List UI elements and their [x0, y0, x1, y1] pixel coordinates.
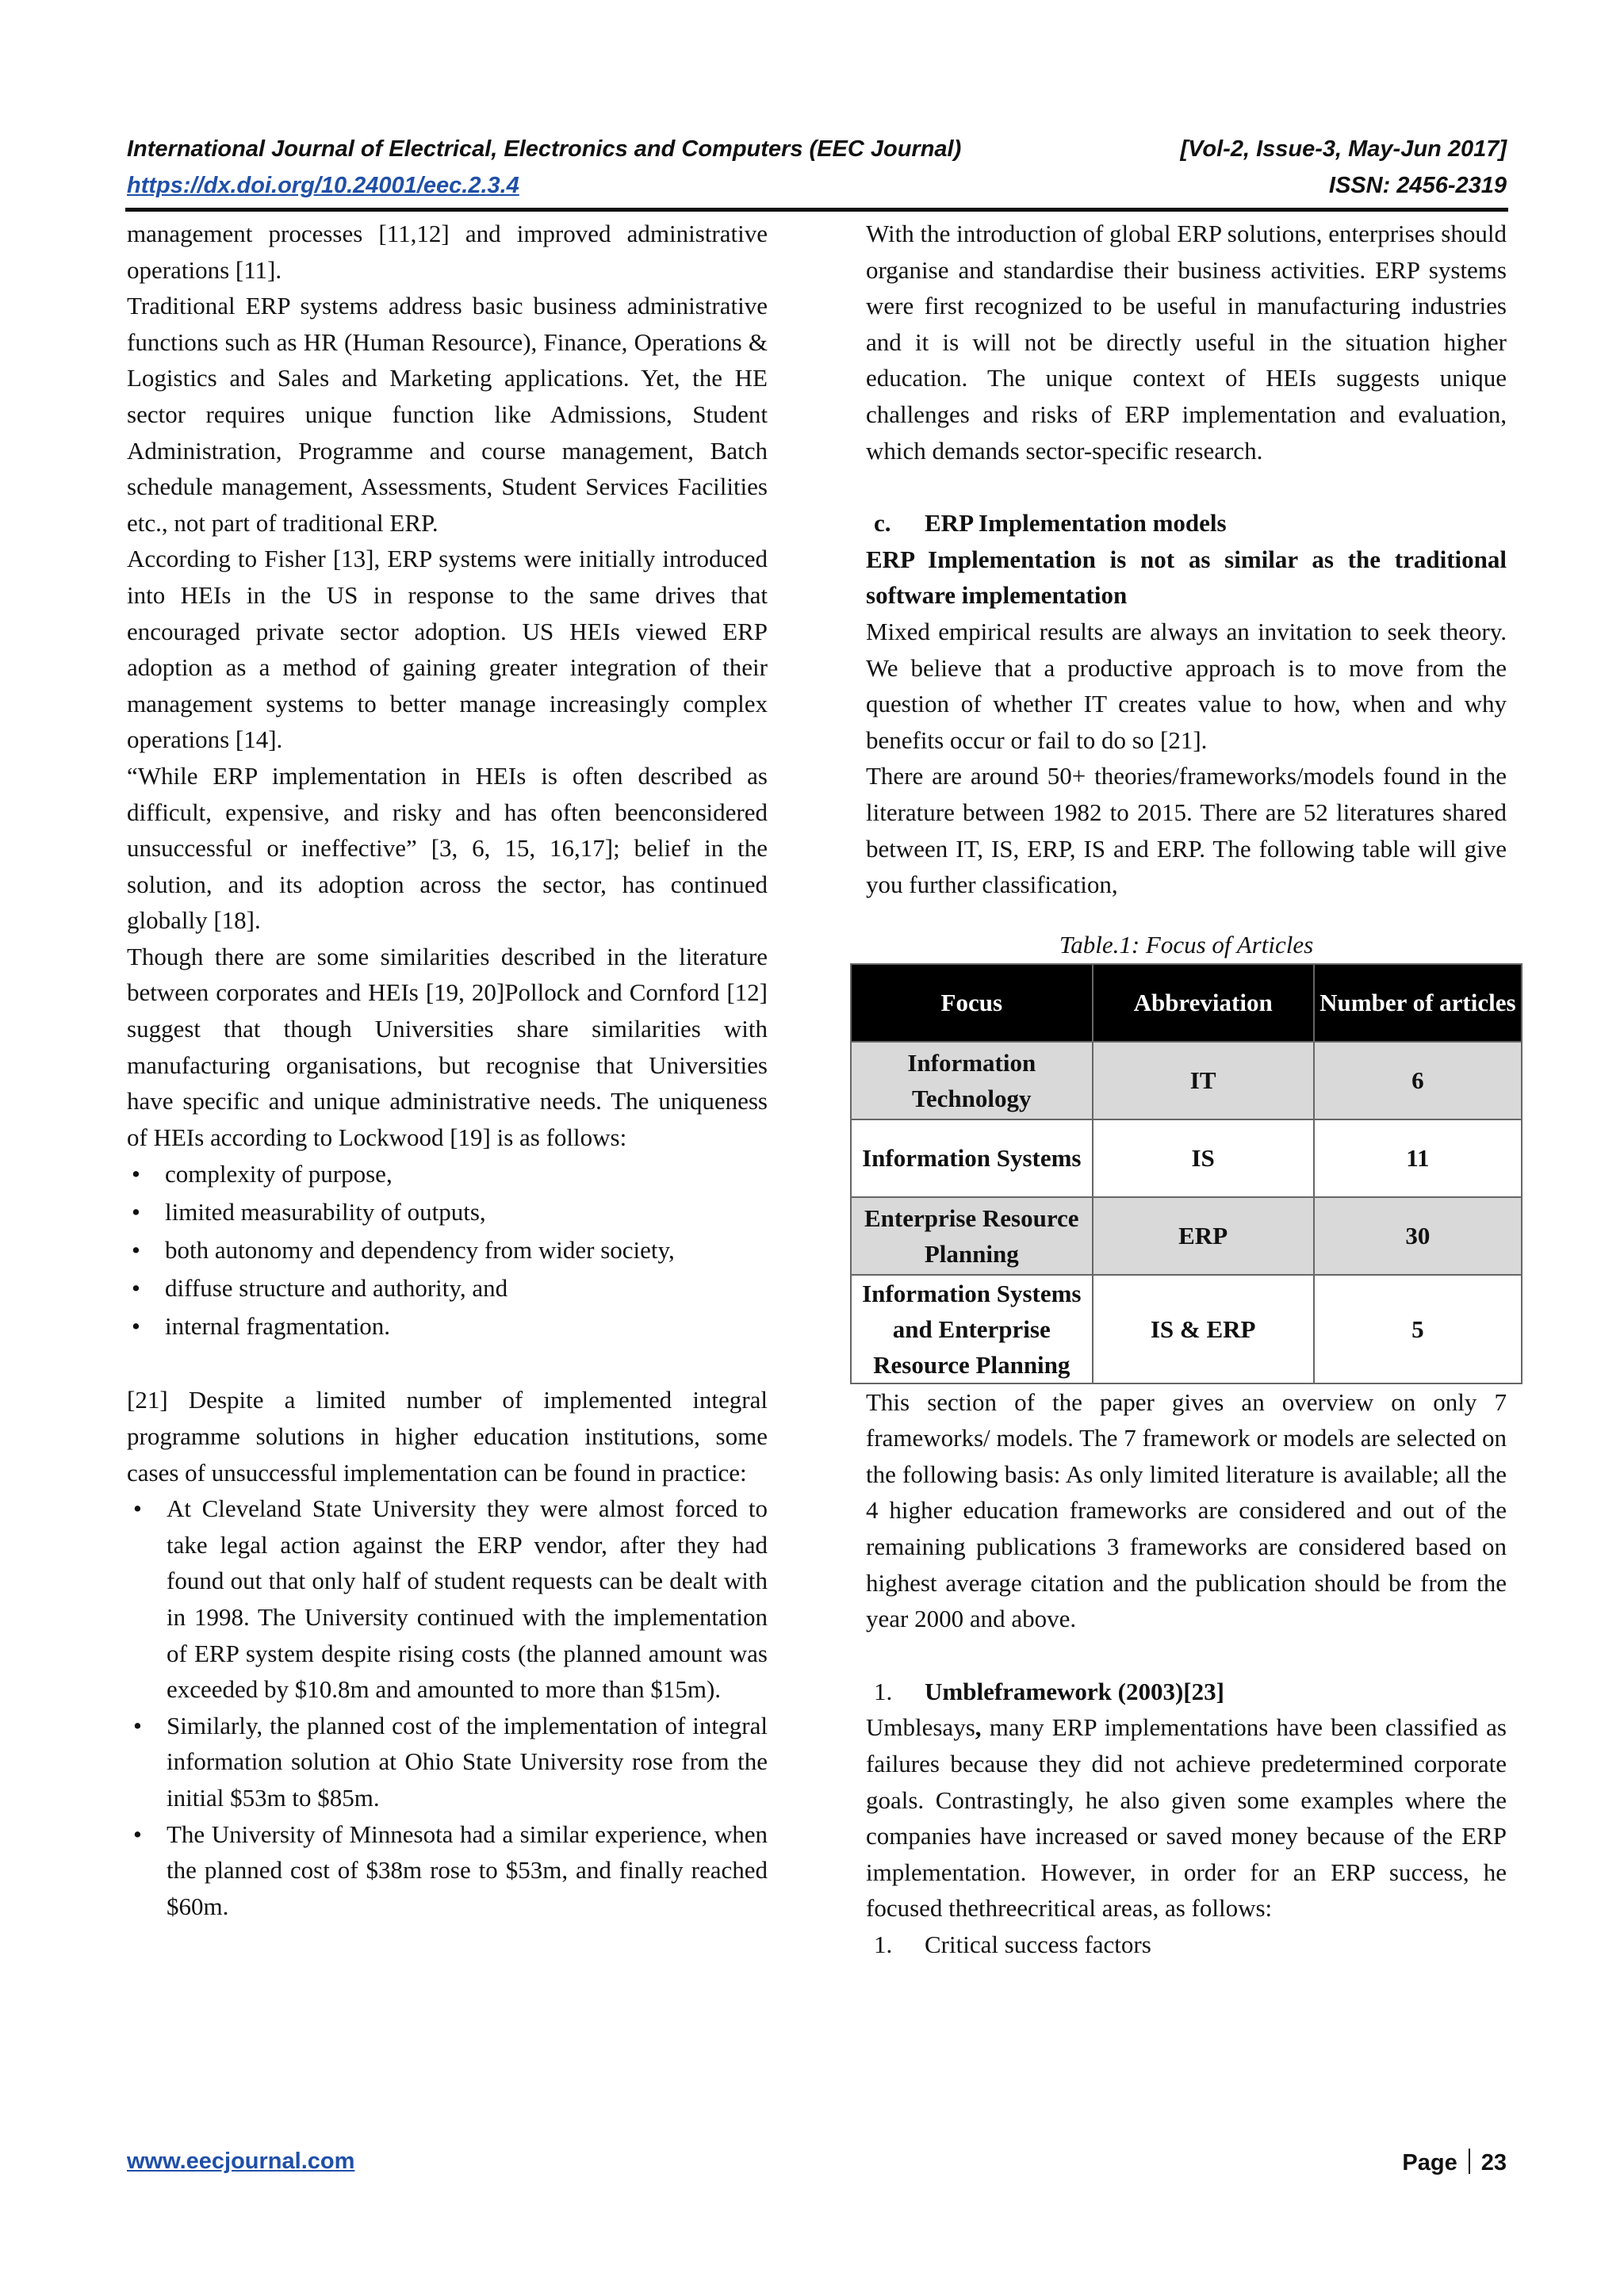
- table-cell: IS: [1093, 1119, 1314, 1197]
- table-cell: IT: [1093, 1042, 1314, 1119]
- bullet-icon: •: [133, 1494, 142, 1523]
- table-header-row: [851, 964, 1522, 1042]
- paragraph-lead: Umblesays: [866, 1713, 975, 1742]
- table-cell: 30: [1314, 1197, 1522, 1275]
- bullet-icon: •: [132, 1312, 140, 1341]
- subsection-title: ERP Implementation is not as similar as the traditional software implementation: [866, 545, 1507, 610]
- table-cell: Enterprise Resource Planning: [851, 1197, 1093, 1275]
- bullet-icon: •: [133, 1820, 142, 1848]
- uniqueness-list: [127, 1155, 768, 1345]
- list-item: • internal fragmentation.: [127, 1307, 768, 1345]
- bullet-icon: •: [132, 1236, 140, 1265]
- table-cell: 5: [1314, 1275, 1522, 1383]
- table-header-cell: Focus: [851, 964, 1093, 1042]
- table-cell: Information Systems and Enterprise Resource Planning: [851, 1275, 1093, 1383]
- critical-areas-list: [866, 1927, 1507, 1963]
- table-cell: IS & ERP: [1093, 1275, 1314, 1383]
- list-item: • complexity of purpose,: [127, 1155, 768, 1193]
- page-footer: [127, 2149, 1507, 2183]
- running-header-doi-row: [127, 173, 1507, 205]
- focus-of-articles-table: [850, 963, 1522, 1384]
- bullet-icon: •: [132, 1198, 140, 1226]
- list-item: • At Cleveland State University they were almost forced to take legal action against the ERP vendor, after they had found out that only half of student requests can be dealt with in 1998. The University continued with the implementation of ERP system despite rising costs (the planned amount was exceeded by $10.8m and amounted to more than $15m).: [127, 1490, 768, 1708]
- right-column: [862, 216, 1516, 1963]
- bullet-icon: •: [132, 1274, 140, 1303]
- quote-paragraph: “While ERP implementation in HEIs is often described as difficult, expensive, and risky and has often beenconsidered unsuccessful or ineffective” [3, 6, 15, 16,17]; belief in the solution, and its adoption across the sector, has continued globally [18].: [127, 761, 768, 935]
- website-link[interactable]: www.eecjournal.com: [127, 2149, 355, 2174]
- list-item: • Similarly, the planned cost of the implementation of integral information solution at Ohio State University rose from the initial $53m to $85m.: [127, 1708, 768, 1816]
- divider: [1469, 2149, 1470, 2174]
- paragraph: With the introduction of global ERP solutions, enterprises should organise and standardise their business activities. ERP systems were first recognized to be useful in manufacturing industries and it is will not be directly useful in the situation higher education. The unique context of HEIs suggests unique challenges and risks of ERP implementation and evaluation, which demands sector-specific research.: [866, 220, 1507, 465]
- table-caption: Table.1: Focus of Articles: [1059, 930, 1314, 959]
- doi-link[interactable]: https://dx.doi.org/10.24001/eec.2.3.4: [127, 173, 519, 198]
- spacer: [127, 1345, 768, 1382]
- paragraph: This section of the paper gives an overview on only 7 frameworks/ models. The 7 framework or models are selected on the following basis: As only limited literature is available; all the 4 higher education frameworks are considered and out of the remaining publications 3 frameworks are considered based on highest average citation and the publication should be from the year 2000 and above.: [866, 1387, 1507, 1633]
- paragraph: management processes [11,12] and improved administrative operations [11].: [127, 220, 768, 284]
- section-title: ERP Implementation models: [925, 509, 1227, 538]
- paragraph: According to Fisher [13], ERP systems were initially introduced into HEIs in the US in response to the same drives that encouraged private sector adoption. US HEIs viewed ERP adoption as a method of gaining greater integration of their management systems to better manage increasingly complex operations [14].: [127, 545, 768, 754]
- table-row: [851, 1119, 1522, 1197]
- paragraph: Mixed empirical results are always an invitation to seek theory. We believe that a productive approach is to move from the question of whether IT creates value to how, when and why benefits occur or fail to do so [21].: [866, 617, 1507, 754]
- list-item: • limited measurability of outputs,: [127, 1193, 768, 1231]
- list-item: • both autonomy and dependency from wider society,: [127, 1231, 768, 1269]
- running-header: [127, 136, 1507, 168]
- paragraph: Though there are some similarities described in the literature between corporates and HEIs [19, 20]Pollock and Cornford [12] suggest that though Universities share similarities with manufacturing organisations, but recognise that Universities have specific and unique administrative needs. The uniqueness of HEIs according to Lockwood [19] is as follows:: [127, 942, 768, 1151]
- table-row: [851, 1042, 1522, 1119]
- spacer: [866, 1637, 1507, 1674]
- list-item: • The University of Minnesota had a similar experience, when the planned cost of $38m rose to $53m, and finally reached $60m.: [127, 1816, 768, 1925]
- paragraph: Traditional ERP systems address basic business administrative functions such as HR (Human Resource), Finance, Operations & Logistics and Sales and Marketing applications. Yet, the HE sector requires unique function like Admissions, Student Administration, Programme and course management, Batch schedule management, Assessments, Student Services Facilities etc., not part of traditional ERP.: [127, 292, 768, 537]
- bullet-icon: •: [133, 1711, 142, 1739]
- journal-name: International Journal of Electrical, Electronics and Computers (EEC Journal): [127, 136, 962, 162]
- table-header-cell: Abbreviation: [1093, 964, 1314, 1042]
- volume-issue: [Vol-2, Issue-3, May-Jun 2017]: [1180, 136, 1507, 162]
- framework-number: 1.: [874, 1677, 893, 1705]
- table-cell: 11: [1314, 1119, 1522, 1197]
- paragraph: Umblesays, many ERP implementations have been classified as failures because they did not achieve predetermined corporate goals. Contrastingly, he also given some examples where the companies have increased or saved money because of the ERP implementation. However, in order for an ERP success, he focused thethreecritical areas, as follows:: [866, 1713, 1507, 1923]
- section-marker: c.: [874, 509, 891, 538]
- paragraph: There are around 50+ theories/frameworks/models found in the literature between 1982 to 2015. There are 52 literatures shared between IT, IS, ERP, IS and ERP. The following table will give you further classification,: [866, 762, 1507, 899]
- table-row: [851, 1275, 1522, 1383]
- list-item: • diffuse structure and authority, and: [127, 1269, 768, 1307]
- table-cell: Information Systems: [851, 1119, 1093, 1197]
- bullet-icon: •: [132, 1160, 140, 1188]
- table-cell: 6: [1314, 1042, 1522, 1119]
- framework-heading: [866, 1674, 1507, 1710]
- list-item: 1. Critical success factors: [874, 1931, 1151, 1958]
- spacer: [866, 469, 1507, 505]
- section-heading: [866, 505, 1507, 541]
- left-column: [127, 216, 768, 1924]
- table-row: [851, 1197, 1522, 1275]
- paragraph: [21] Despite a limited number of implemented integral programme solutions in higher education institutions, some cases of unsuccessful implementation can be found in practice:: [127, 1386, 768, 1487]
- page-number: Page 23: [1402, 2150, 1507, 2175]
- framework-title: Umbleframework (2003)[23]: [925, 1677, 1224, 1705]
- issn: ISSN: 2456-2319: [1328, 173, 1507, 198]
- table-cell: Information Technology: [851, 1042, 1093, 1119]
- header-rule: [125, 208, 1508, 212]
- table-header-cell: Number of articles: [1314, 964, 1522, 1042]
- failure-cases-list: [127, 1490, 768, 1924]
- table-cell: ERP: [1093, 1197, 1314, 1275]
